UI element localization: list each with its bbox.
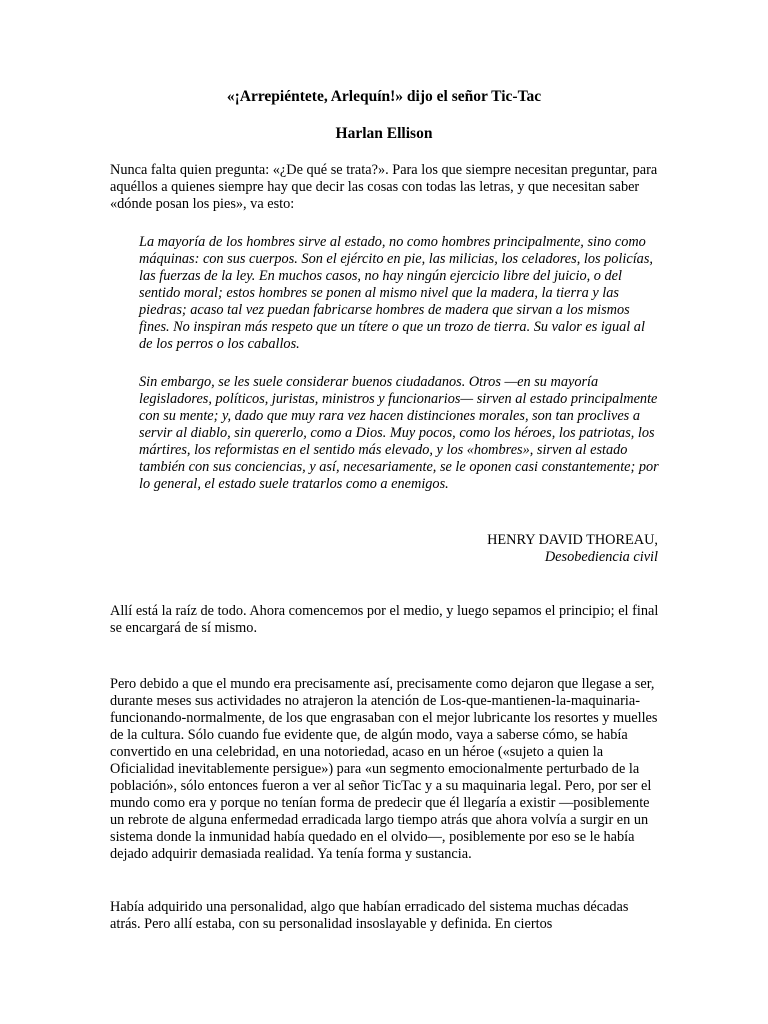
document-title: «¡Arrepiéntete, Arlequín!» dijo el señor Tic-Tac	[226, 88, 542, 105]
document-author: Harlan Ellison	[335, 125, 433, 142]
epigraph-paragraph-1: La mayoría de los hombres sirve al estado, no como hombres principalmente, sino como máquinas: con sus cuerpos. Son el ejército en pie, las milicias, los celadores, los policías, las fuerzas de la ley. En muchos casos, no hay ningún ejercicio libre del juicio, o del sentido moral; estos hombres se ponen al mismo nivel que la madera, la tierra y las piedras; acaso tal vez puedan fabricarse hombres de madera que sirvan a los mismos fines. No inspiran más respeto que un títere o que un trozo de tierra. Su valor es igual al de los perros o los caballos.	[139, 234, 653, 352]
epigraph-attribution-work: Desobediencia civil	[544, 549, 658, 565]
intro-paragraph: Nunca falta quien pregunta: «¿De qué se trata?». Para los que siempre necesitan preguntar, para aquéllos a quienes siempre hay que decir las cosas con todas las letras, y que necesitan saber «dónde posan los pies», va esto:	[110, 162, 658, 212]
body-paragraph-2: Pero debido a que el mundo era precisamente así, precisamente como dejaron que llegase a ser, durante meses sus actividades no atrajeron la atención de Los-que-mantienen-la-maquinaria-funcionando-normalmente, de los que engrasaban con el mejor lubricante los resortes y muelles de la cultura. Sólo cuando fue evidente que, de algún modo, vaya a saberse cómo, se había convertido en una celebridad, en una notoriedad, acaso en un héroe («sujeto a quien la Oficialidad inevitablemente persigue») para «un segmento emocionalmente perturbado de la población», sólo entonces fueron a ver al señor TicTac y a su maquinaria legal. Pero, por ser el mundo como era y porque no tenían forma de predecir que él llegaría a existir —posiblemente un rebrote de alguna enfermedad erradicada largo tiempo atrás que ahora volvía a surgir en un sistema donde la inmunidad había quedado en el olvido—, posiblemente por eso se le había dejado adquirir demasiada realidad. Ya tenía forma y sustancia.	[110, 676, 658, 862]
body-paragraph-3: Había adquirido una personalidad, algo que habían erradicado del sistema muchas décadas atrás. Pero allí estaba, con su personalidad insoslayable y definida. En ciertos	[110, 899, 629, 932]
epigraph-attribution-name: HENRY DAVID THOREAU,	[487, 532, 658, 548]
body-paragraph-1: Allí está la raíz de todo. Ahora comencemos por el medio, y luego sepamos el principio; el final se encargará de sí mismo.	[110, 603, 659, 636]
epigraph-paragraph-2: Sin embargo, se les suele considerar buenos ciudadanos. Otros —en su mayoría legisladores, políticos, juristas, ministros y funcionarios— sirven al estado principalmente con su mente; y, dado que muy rara vez hacen distinciones morales, son tan proclives a servir al diablo, sin quererlo, como a Dios. Muy pocos, como los héroes, los patriotas, los mártires, los reformistas en el sentido más elevado, y los «hombres», sirven al estado también con sus conciencias, y así, necesariamente, se le oponen casi constantemente; por lo general, el estado suele tratarlos como a enemigos.	[139, 374, 659, 492]
